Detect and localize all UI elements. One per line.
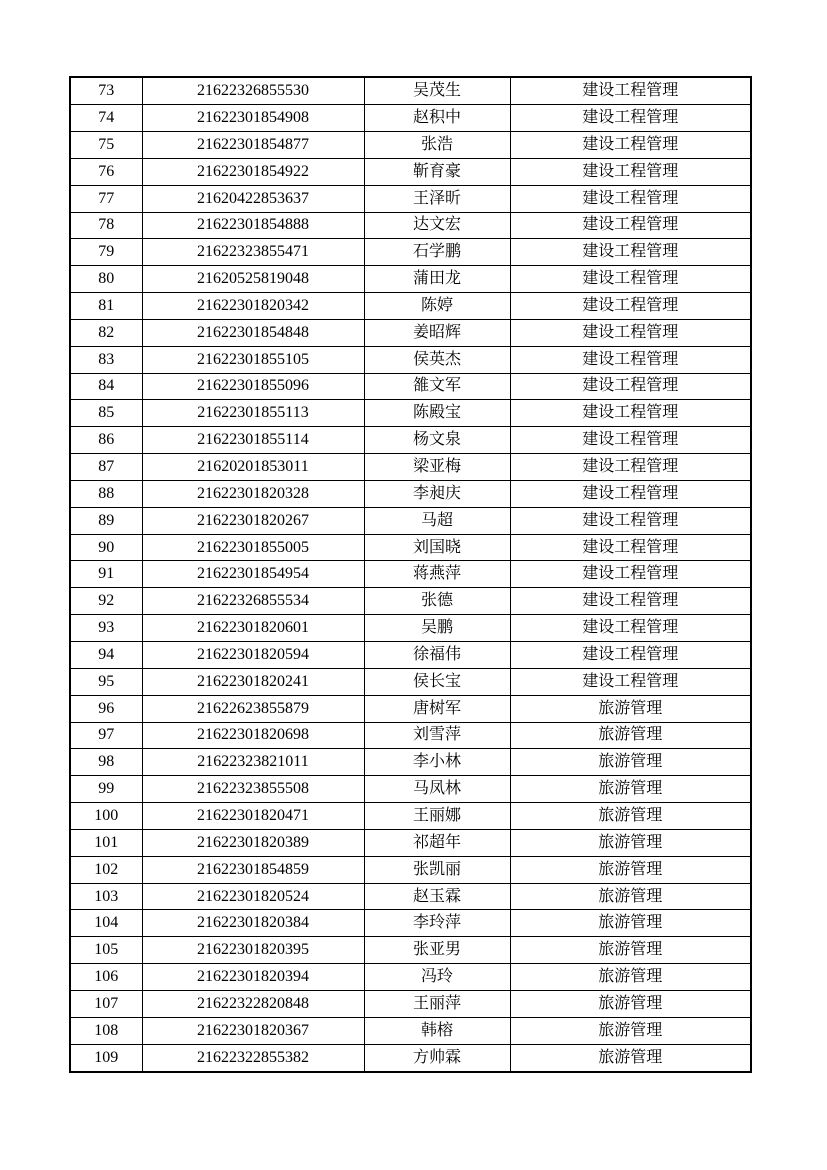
student-name-cell: 杨文泉 — [364, 427, 510, 454]
row-number-cell: 87 — [70, 454, 142, 481]
student-id-cell: 21620525819048 — [142, 266, 364, 293]
student-name-cell: 张浩 — [364, 131, 510, 158]
table-row — [70, 1044, 751, 1072]
student-id-cell: 21622301855005 — [142, 534, 364, 561]
major-cell: 建设工程管理 — [510, 212, 751, 239]
major-cell: 建设工程管理 — [510, 373, 751, 400]
major-cell: 旅游管理 — [510, 1017, 751, 1044]
row-number-cell: 85 — [70, 400, 142, 427]
major-cell: 建设工程管理 — [510, 346, 751, 373]
student-name-cell: 张凯丽 — [364, 856, 510, 883]
row-number-cell: 103 — [70, 883, 142, 910]
row-number-cell: 96 — [70, 695, 142, 722]
student-name-cell: 徐福伟 — [364, 642, 510, 669]
student-name-cell: 马凤林 — [364, 776, 510, 803]
student-name-cell: 吴茂生 — [364, 77, 510, 105]
student-name-cell: 韩榕 — [364, 1017, 510, 1044]
row-number-cell: 89 — [70, 507, 142, 534]
major-cell: 建设工程管理 — [510, 642, 751, 669]
row-number-cell: 82 — [70, 319, 142, 346]
major-cell: 建设工程管理 — [510, 77, 751, 105]
student-id-cell: 21622301820367 — [142, 1017, 364, 1044]
major-cell: 建设工程管理 — [510, 561, 751, 588]
student-name-cell: 张德 — [364, 588, 510, 615]
row-number-cell: 77 — [70, 185, 142, 212]
row-number-cell: 83 — [70, 346, 142, 373]
student-name-cell: 赵玉霖 — [364, 883, 510, 910]
student-name-cell: 赵积中 — [364, 105, 510, 132]
student-id-cell: 21622322820848 — [142, 990, 364, 1017]
student-id-cell: 21622301855114 — [142, 427, 364, 454]
table-row — [70, 615, 751, 642]
major-cell: 建设工程管理 — [510, 454, 751, 481]
major-cell: 旅游管理 — [510, 937, 751, 964]
student-name-cell: 刘国晓 — [364, 534, 510, 561]
table-row — [70, 776, 751, 803]
student-name-cell: 石学鹏 — [364, 239, 510, 266]
table-row — [70, 400, 751, 427]
student-name-cell: 侯英杰 — [364, 346, 510, 373]
major-cell: 建设工程管理 — [510, 480, 751, 507]
row-number-cell: 95 — [70, 668, 142, 695]
major-cell: 建设工程管理 — [510, 588, 751, 615]
student-id-cell: 21622301820328 — [142, 480, 364, 507]
row-number-cell: 90 — [70, 534, 142, 561]
student-id-cell: 21622326855534 — [142, 588, 364, 615]
table-row — [70, 131, 751, 158]
row-number-cell: 84 — [70, 373, 142, 400]
student-id-cell: 21622301854922 — [142, 158, 364, 185]
table-row — [70, 427, 751, 454]
student-id-cell: 21622301820267 — [142, 507, 364, 534]
table-row — [70, 158, 751, 185]
row-number-cell: 81 — [70, 293, 142, 320]
table-row — [70, 239, 751, 266]
row-number-cell: 88 — [70, 480, 142, 507]
major-cell: 建设工程管理 — [510, 131, 751, 158]
major-cell: 建设工程管理 — [510, 615, 751, 642]
major-cell: 旅游管理 — [510, 803, 751, 830]
row-number-cell: 79 — [70, 239, 142, 266]
student-name-cell: 李昶庆 — [364, 480, 510, 507]
table-row — [70, 910, 751, 937]
student-id-cell: 21622301820342 — [142, 293, 364, 320]
major-cell: 建设工程管理 — [510, 185, 751, 212]
student-name-cell: 王泽昕 — [364, 185, 510, 212]
major-cell: 旅游管理 — [510, 964, 751, 991]
student-id-cell: 21622301820241 — [142, 668, 364, 695]
student-id-cell: 21622301854888 — [142, 212, 364, 239]
row-number-cell: 97 — [70, 722, 142, 749]
student-id-cell: 21622301854859 — [142, 856, 364, 883]
student-name-cell: 靳育豪 — [364, 158, 510, 185]
student-id-cell: 21622323821011 — [142, 749, 364, 776]
student-id-cell: 21622301820384 — [142, 910, 364, 937]
student-name-cell: 李小林 — [364, 749, 510, 776]
table-row — [70, 266, 751, 293]
student-name-cell: 唐树军 — [364, 695, 510, 722]
row-number-cell: 105 — [70, 937, 142, 964]
major-cell: 旅游管理 — [510, 910, 751, 937]
major-cell: 建设工程管理 — [510, 668, 751, 695]
student-id-cell: 21622301820601 — [142, 615, 364, 642]
student-name-cell: 祁超年 — [364, 829, 510, 856]
student-id-cell: 21622326855530 — [142, 77, 364, 105]
student-name-cell: 李玲萍 — [364, 910, 510, 937]
student-name-cell: 侯长宝 — [364, 668, 510, 695]
student-name-cell: 梁亚梅 — [364, 454, 510, 481]
table-row — [70, 454, 751, 481]
table-row — [70, 319, 751, 346]
table-row — [70, 695, 751, 722]
student-name-cell: 达文宏 — [364, 212, 510, 239]
table-row — [70, 480, 751, 507]
major-cell: 建设工程管理 — [510, 293, 751, 320]
major-cell: 旅游管理 — [510, 695, 751, 722]
student-id-cell: 21622301820395 — [142, 937, 364, 964]
student-id-cell: 21622323855471 — [142, 239, 364, 266]
row-number-cell: 102 — [70, 856, 142, 883]
row-number-cell: 80 — [70, 266, 142, 293]
student-name-cell: 马超 — [364, 507, 510, 534]
student-id-cell: 21622301820389 — [142, 829, 364, 856]
student-id-cell: 21622301854877 — [142, 131, 364, 158]
major-cell: 建设工程管理 — [510, 266, 751, 293]
table-row — [70, 212, 751, 239]
row-number-cell: 75 — [70, 131, 142, 158]
student-name-cell: 冯玲 — [364, 964, 510, 991]
student-id-cell: 21622301854954 — [142, 561, 364, 588]
table-row — [70, 990, 751, 1017]
student-id-cell: 21622323855508 — [142, 776, 364, 803]
student-id-cell: 21622301855096 — [142, 373, 364, 400]
major-cell: 旅游管理 — [510, 829, 751, 856]
table-row — [70, 346, 751, 373]
student-id-cell: 21622301855105 — [142, 346, 364, 373]
row-number-cell: 91 — [70, 561, 142, 588]
table-row — [70, 293, 751, 320]
student-name-cell: 张亚男 — [364, 937, 510, 964]
student-name-cell: 吴鹏 — [364, 615, 510, 642]
major-cell: 旅游管理 — [510, 883, 751, 910]
student-name-cell: 刘雪萍 — [364, 722, 510, 749]
student-id-cell: 21622301854848 — [142, 319, 364, 346]
row-number-cell: 108 — [70, 1017, 142, 1044]
major-cell: 旅游管理 — [510, 776, 751, 803]
row-number-cell: 109 — [70, 1044, 142, 1072]
student-id-cell: 21622301820524 — [142, 883, 364, 910]
major-cell: 旅游管理 — [510, 990, 751, 1017]
table-row — [70, 642, 751, 669]
student-id-cell: 21620422853637 — [142, 185, 364, 212]
row-number-cell: 107 — [70, 990, 142, 1017]
row-number-cell: 104 — [70, 910, 142, 937]
row-number-cell: 92 — [70, 588, 142, 615]
student-name-cell: 蒲田龙 — [364, 266, 510, 293]
row-number-cell: 98 — [70, 749, 142, 776]
table-row — [70, 937, 751, 964]
table-row — [70, 373, 751, 400]
major-cell: 建设工程管理 — [510, 534, 751, 561]
student-roster-table — [69, 76, 752, 1073]
table-row — [70, 722, 751, 749]
row-number-cell: 94 — [70, 642, 142, 669]
table-row — [70, 1017, 751, 1044]
row-number-cell: 100 — [70, 803, 142, 830]
student-name-cell: 方帅霖 — [364, 1044, 510, 1072]
student-name-cell: 王丽萍 — [364, 990, 510, 1017]
student-name-cell: 陈婷 — [364, 293, 510, 320]
row-number-cell: 76 — [70, 158, 142, 185]
student-id-cell: 21622301820698 — [142, 722, 364, 749]
student-id-cell: 21622322855382 — [142, 1044, 364, 1072]
table-row — [70, 829, 751, 856]
student-name-cell: 王丽娜 — [364, 803, 510, 830]
table-row — [70, 964, 751, 991]
major-cell: 建设工程管理 — [510, 427, 751, 454]
major-cell: 建设工程管理 — [510, 507, 751, 534]
table-row — [70, 105, 751, 132]
major-cell: 建设工程管理 — [510, 400, 751, 427]
student-id-cell: 21622301854908 — [142, 105, 364, 132]
table-row — [70, 185, 751, 212]
student-name-cell: 姜昭辉 — [364, 319, 510, 346]
student-name-cell: 陈殿宝 — [364, 400, 510, 427]
table-row — [70, 561, 751, 588]
row-number-cell: 106 — [70, 964, 142, 991]
table-row — [70, 668, 751, 695]
student-id-cell: 21622623855879 — [142, 695, 364, 722]
major-cell: 建设工程管理 — [510, 105, 751, 132]
major-cell: 建设工程管理 — [510, 158, 751, 185]
student-id-cell: 21622301820394 — [142, 964, 364, 991]
row-number-cell: 74 — [70, 105, 142, 132]
major-cell: 建设工程管理 — [510, 239, 751, 266]
row-number-cell: 101 — [70, 829, 142, 856]
row-number-cell: 78 — [70, 212, 142, 239]
major-cell: 旅游管理 — [510, 1044, 751, 1072]
row-number-cell: 73 — [70, 77, 142, 105]
table-row — [70, 749, 751, 776]
table-row — [70, 803, 751, 830]
row-number-cell: 99 — [70, 776, 142, 803]
table-row — [70, 588, 751, 615]
major-cell: 旅游管理 — [510, 749, 751, 776]
major-cell: 旅游管理 — [510, 856, 751, 883]
row-number-cell: 86 — [70, 427, 142, 454]
student-name-cell: 蒋燕萍 — [364, 561, 510, 588]
student-id-cell: 21620201853011 — [142, 454, 364, 481]
table-row — [70, 856, 751, 883]
major-cell: 建设工程管理 — [510, 319, 751, 346]
table-row — [70, 507, 751, 534]
row-number-cell: 93 — [70, 615, 142, 642]
student-name-cell: 雒文军 — [364, 373, 510, 400]
major-cell: 旅游管理 — [510, 722, 751, 749]
student-id-cell: 21622301855113 — [142, 400, 364, 427]
table-row — [70, 534, 751, 561]
table-row — [70, 77, 751, 105]
table-row — [70, 883, 751, 910]
student-id-cell: 21622301820594 — [142, 642, 364, 669]
student-id-cell: 21622301820471 — [142, 803, 364, 830]
